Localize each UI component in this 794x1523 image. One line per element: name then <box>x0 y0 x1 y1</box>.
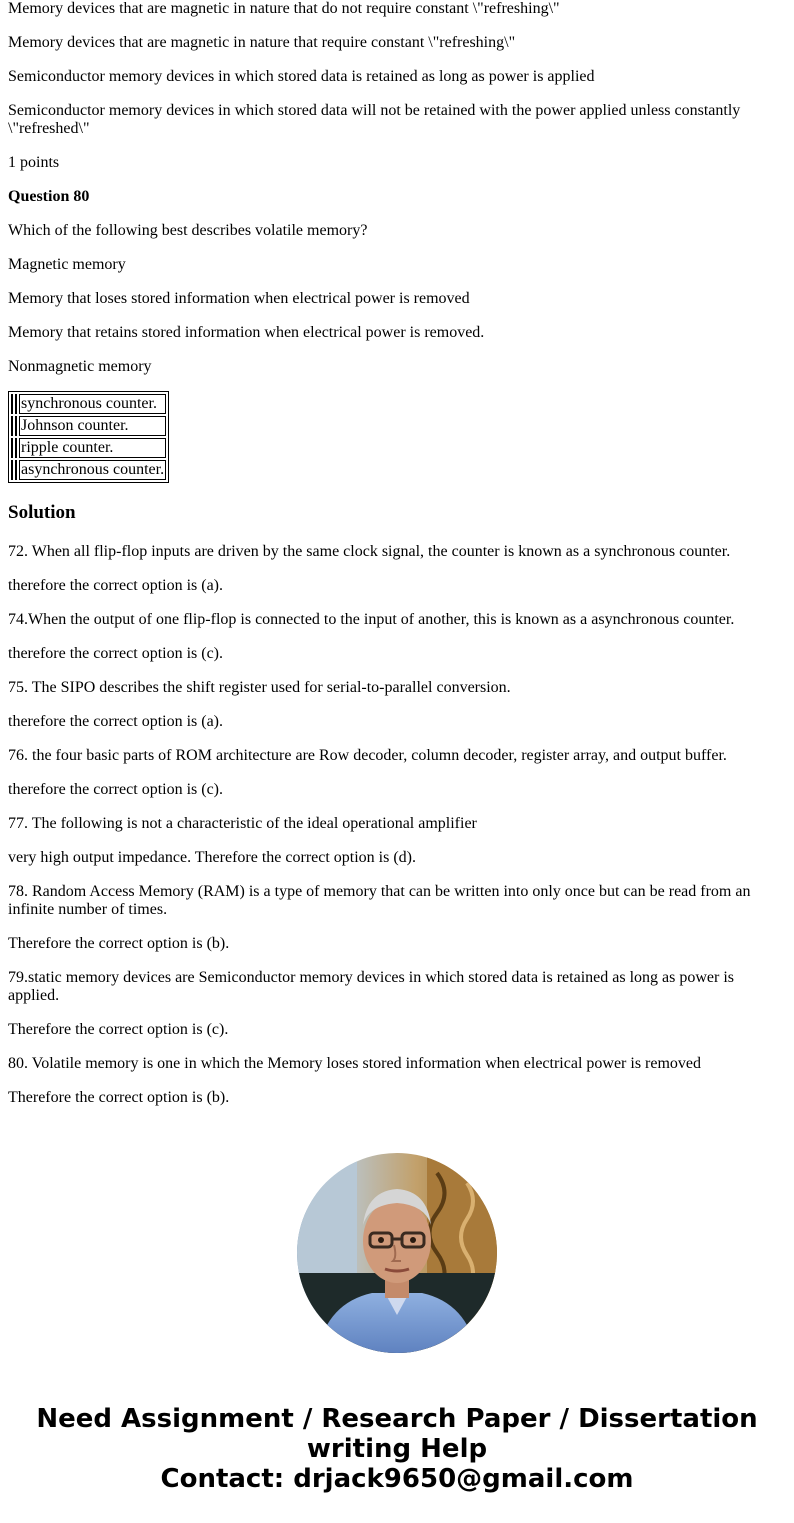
table-cell-empty <box>15 394 17 414</box>
answer-option[interactable]: Memory that retains stored information when electrical power is removed. <box>8 324 485 341</box>
table-row <box>11 416 166 436</box>
table-cell: synchronous counter. <box>19 394 166 414</box>
answer-option[interactable]: Semiconductor memory devices in which stored data will not be retained with the power applied unless constantly \"refreshed\" <box>8 102 741 137</box>
solution-paragraph: therefore the correct option is (c). <box>8 781 224 798</box>
solution-paragraph: therefore the correct option is (a). <box>8 577 224 594</box>
solution-paragraph: therefore the correct option is (a). <box>8 713 224 730</box>
answer-option[interactable]: Semiconductor memory devices in which stored data is retained as long as power is applied <box>8 68 595 85</box>
counter-options-table <box>8 391 169 483</box>
author-portrait-image <box>297 1153 497 1353</box>
promo-contact[interactable]: Contact: drjack9650@gmail.com <box>160 1464 634 1494</box>
solution-body <box>8 543 778 1107</box>
table-row <box>11 460 166 480</box>
solution-paragraph: 72. When all flip-flop inputs are driven by the same clock signal, the counter is known as a synchronous counter. <box>8 543 731 560</box>
solution-paragraph: Therefore the correct option is (b). <box>8 1089 230 1106</box>
solution-heading: Solution <box>8 502 76 523</box>
question-title: Question 80 <box>8 188 90 205</box>
solution-paragraph: 77. The following is not a characteristic of the ideal operational amplifier <box>8 815 477 832</box>
solution-paragraph: 75. The SIPO describes the shift register used for serial-to-parallel conversion. <box>8 679 511 696</box>
table-cell-empty <box>11 460 13 480</box>
answer-option[interactable]: Nonmagnetic memory <box>8 358 152 375</box>
solution-paragraph: therefore the correct option is (c). <box>8 645 224 662</box>
table-cell-empty <box>11 394 13 414</box>
question-79-options <box>8 0 778 138</box>
promo-line: Need Assignment / Research Paper / Dissertation <box>36 1404 758 1434</box>
solution-paragraph: 74.When the output of one flip-flop is connected to the input of another, this is known as a asynchronous counter. <box>8 611 735 628</box>
solution-paragraph: very high output impedance. Therefore the correct option is (d). <box>8 849 417 866</box>
solution-paragraph: 76. the four basic parts of ROM architecture are Row decoder, column decoder, register array, and output buffer. <box>8 747 727 764</box>
table-cell-empty <box>15 416 17 436</box>
promo-line: writing Help <box>306 1434 488 1464</box>
promo-banner <box>0 1404 794 1494</box>
question-prompt: Which of the following best describes volatile memory? <box>8 222 368 239</box>
solution-paragraph: Therefore the correct option is (c). <box>8 1021 229 1038</box>
table-cell-empty <box>15 460 17 480</box>
answer-option[interactable]: Memory devices that are magnetic in nature that require constant \"refreshing\" <box>8 34 516 51</box>
table-row <box>11 394 166 414</box>
table-cell-empty <box>11 438 13 458</box>
table-cell: ripple counter. <box>19 438 166 458</box>
table-cell: asynchronous counter. <box>21 461 165 478</box>
table-cell-empty <box>11 416 13 436</box>
table-cell-empty <box>15 438 17 458</box>
answer-option[interactable]: Memory devices that are magnetic in nature that do not require constant \"refreshing\" <box>8 0 560 17</box>
answer-option[interactable]: Memory that loses stored information when electrical power is removed <box>8 290 470 307</box>
solution-paragraph: 79.static memory devices are Semiconductor memory devices in which stored data is retained as long as power is applied. <box>8 969 735 1004</box>
table-row <box>11 438 166 458</box>
solution-paragraph: Therefore the correct option is (b). <box>8 935 230 952</box>
solution-paragraph: 78. Random Access Memory (RAM) is a type of memory that can be written into only once but can be read from an infinite number of times. <box>8 883 751 918</box>
author-avatar <box>297 1153 497 1353</box>
document-body <box>8 0 778 1123</box>
solution-paragraph: 80. Volatile memory is one in which the Memory loses stored information when electrical power is removed <box>8 1055 702 1072</box>
table-cell: Johnson counter. <box>19 416 166 436</box>
points-label: 1 points <box>8 154 60 171</box>
answer-option[interactable]: Magnetic memory <box>8 256 126 273</box>
